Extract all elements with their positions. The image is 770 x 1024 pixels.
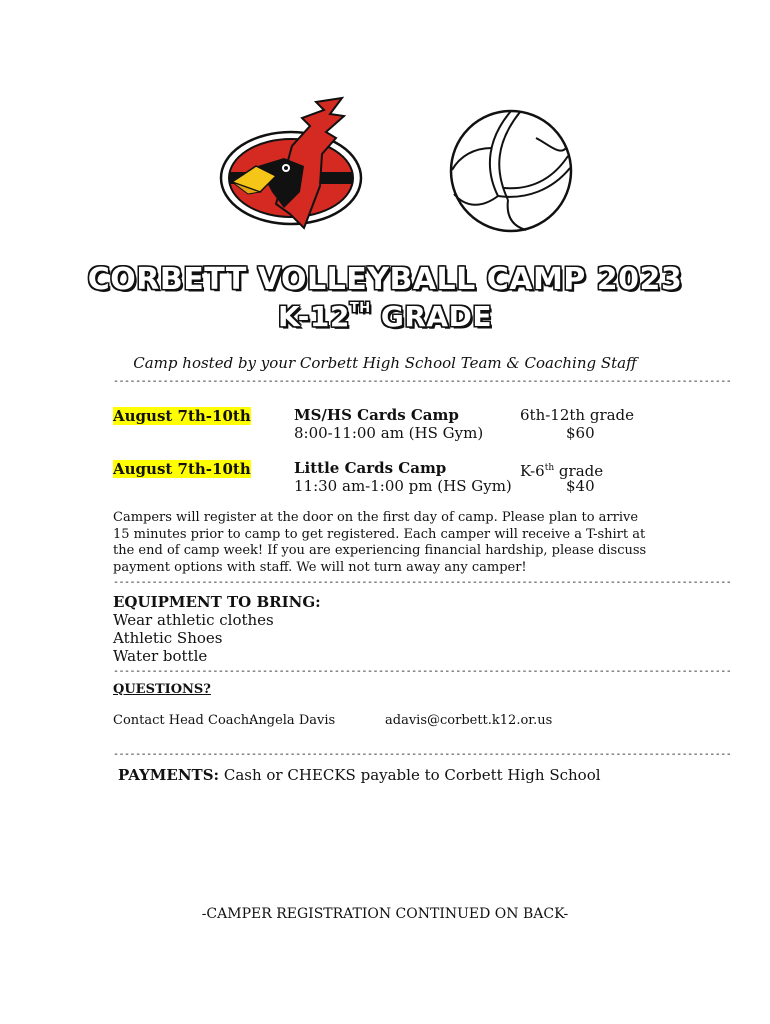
camp-2-time: 11:30 am-1:00 pm (HS Gym) bbox=[294, 477, 512, 495]
camp-1-details bbox=[294, 406, 483, 442]
cardinal-logo bbox=[218, 96, 364, 236]
hosted-by-text: Camp hosted by your Corbett High School Team & Coaching Staff bbox=[133, 354, 637, 372]
camp-2-dates: August 7th-10th bbox=[113, 460, 251, 478]
equipment-item: Water bottle bbox=[113, 647, 208, 665]
grade-title: K-12TH GRADE bbox=[278, 300, 492, 333]
volleyball-icon bbox=[448, 108, 574, 234]
camp-1-grade: 6th-12th grade bbox=[520, 406, 635, 424]
divider: ---------------------------------------------------------------------------------------------------------------- bbox=[113, 376, 732, 387]
questions-heading: QUESTIONS? bbox=[113, 682, 211, 697]
equipment-heading: EQUIPMENT TO BRING: bbox=[113, 593, 321, 611]
camp-2-grade: K-6th grade bbox=[520, 462, 604, 480]
camp-2-name: Little Cards Camp bbox=[294, 459, 447, 477]
camp-1-dates: August 7th-10th bbox=[113, 407, 251, 425]
equipment-item: Wear athletic clothes bbox=[113, 611, 274, 629]
camp-2-details bbox=[294, 459, 512, 495]
contact-name: Angela Davis bbox=[249, 713, 336, 728]
equipment-item: Athletic Shoes bbox=[113, 629, 223, 647]
contact-email[interactable]: adavis@corbett.k12.or.us bbox=[385, 713, 553, 728]
camp-1-time: 8:00-11:00 am (HS Gym) bbox=[294, 424, 484, 442]
camp-title: CORBETT VOLLEYBALL CAMP 2023 bbox=[87, 262, 683, 297]
info-paragraph: Campers will register at the door on the first day of camp. Please plan to arrive 15 minutes prior to camp to get registered. Each camper will receive a T-shirt at the end of camp week! If you are experiencing financial hardship, please discuss payment options with staff. We will not turn away any camper! bbox=[113, 510, 647, 575]
equipment-section bbox=[113, 593, 321, 665]
divider: ---------------------------------------------------------------------------------------------------------------- bbox=[113, 577, 732, 588]
divider: ---------------------------------------------------------------------------------------------------------------- bbox=[113, 666, 732, 677]
contact-label: Contact Head Coach: bbox=[113, 713, 254, 728]
divider: ---------------------------------------------------------------------------------------------------------------- bbox=[113, 749, 732, 760]
camp-2-price: $40 bbox=[566, 477, 595, 495]
camp-1-name: MS/HS Cards Camp bbox=[294, 406, 459, 424]
camp-1-price: $60 bbox=[566, 424, 595, 442]
footer-note: -CAMPER REGISTRATION CONTINUED ON BACK- bbox=[201, 906, 569, 922]
payments-info: PAYMENTS: Cash or CHECKS payable to Corbett High School bbox=[118, 766, 601, 784]
